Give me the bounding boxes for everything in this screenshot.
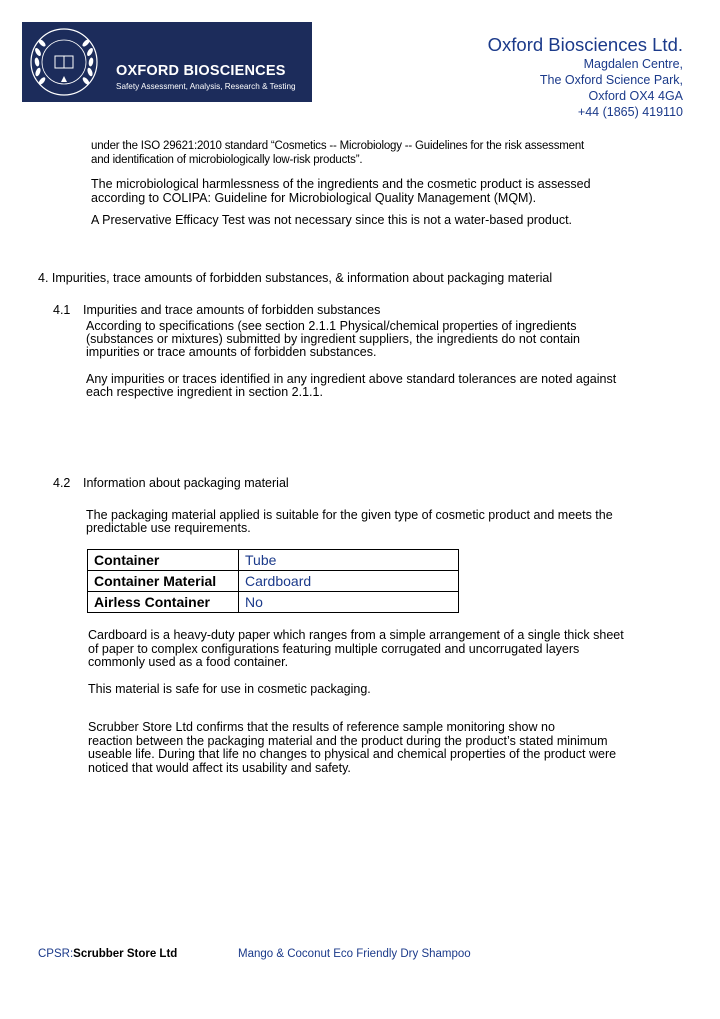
subsection-4-1-number: 4.1 [53,303,71,317]
packaging-table [87,549,459,613]
page-footer [38,948,471,960]
iso-standard-line: and identification of microbiologically low-risk products”. [91,154,363,166]
paragraph-line: noticed that would affect its usability and safety. [88,761,351,775]
paragraph-line: reaction between the packaging material and the product during the product’s stated minimum [88,734,608,748]
paragraph-line: impurities or trace amounts of forbidden substances. [86,345,377,359]
footer-label: CPSR: [38,948,74,960]
paragraph-line: This material is safe for use in cosmetic packaging. [88,682,371,696]
paragraph-line: Scrubber Store Ltd confirms that the results of reference sample monitoring show no [88,720,555,734]
table-key-cell: Container [88,550,239,571]
footer-product: Mango & Coconut Eco Friendly Dry Shampoo [238,948,471,960]
paragraph-line: useable life. During that life no changes to physical and chemical properties of the product were [88,747,617,761]
iso-standard-line: under the ISO 29621:2010 standard “Cosmetics -- Microbiology -- Guidelines for the risk assessment [91,140,585,152]
logo-brand-text: OXFORD BIOSCIENCES [116,63,286,79]
subsection-4-1-title: Impurities and trace amounts of forbidden substances [83,303,381,317]
table-value-cell: Cardboard [239,571,459,592]
table-row [88,592,459,613]
footer-client: Scrubber Store Ltd [73,948,178,960]
paragraph-line: commonly used as a food container. [88,655,289,669]
paragraph-line: of paper to complex configurations featuring multiple corrugated and uncorrugated layers [88,642,580,656]
preservative-note: A Preservative Efficacy Test was not necessary since this is not a water-based product. [91,213,573,227]
address-line: Magdalen Centre, [583,57,683,71]
colipa-line: according to COLIPA: Guideline for Microbiological Quality Management (MQM). [91,191,537,205]
address-line: The Oxford Science Park, [539,73,683,87]
table-key-cell: Container Material [88,571,239,592]
laurel-seal-icon [28,26,100,98]
logo-tagline: Safety Assessment, Analysis, Research & Testing [116,82,296,91]
table-row [88,571,459,592]
table-row [88,550,459,571]
phone-number: +44 (1865) 419110 [577,105,683,119]
paragraph-line: each respective ingredient in section 2.1.1. [86,385,323,399]
paragraph-line: Cardboard is a heavy-duty paper which ranges from a simple arrangement of a single thick sheet [88,628,624,642]
colipa-line: The microbiological harmlessness of the ingredients and the cosmetic product is assessed [91,177,591,191]
subsection-4-2-number: 4.2 [53,476,71,490]
paragraph-line: predictable use requirements. [86,521,251,535]
paragraph-line: According to specifications (see section 2.1.1 Physical/chemical properties of ingredients [86,319,577,333]
subsection-4-2-title: Information about packaging material [83,476,289,490]
address-line: Oxford OX4 4GA [588,89,683,103]
table-value-cell: Tube [239,550,459,571]
table-value-cell: No [239,592,459,613]
table-key-cell: Airless Container [88,592,239,613]
company-address-block [488,34,683,120]
paragraph-line: (substances or mixtures) submitted by ingredient suppliers, the ingredients do not contain [86,332,581,346]
company-name: Oxford Biosciences Ltd. [487,34,683,55]
paragraph-line: The packaging material applied is suitable for the given type of cosmetic product and meets the [86,508,613,522]
paragraph-line: Any impurities or traces identified in any ingredient above standard tolerances are noted against [86,372,617,386]
company-logo [22,22,312,102]
section-4-heading: 4. Impurities, trace amounts of forbidden substances, & information about packaging material [38,271,553,285]
